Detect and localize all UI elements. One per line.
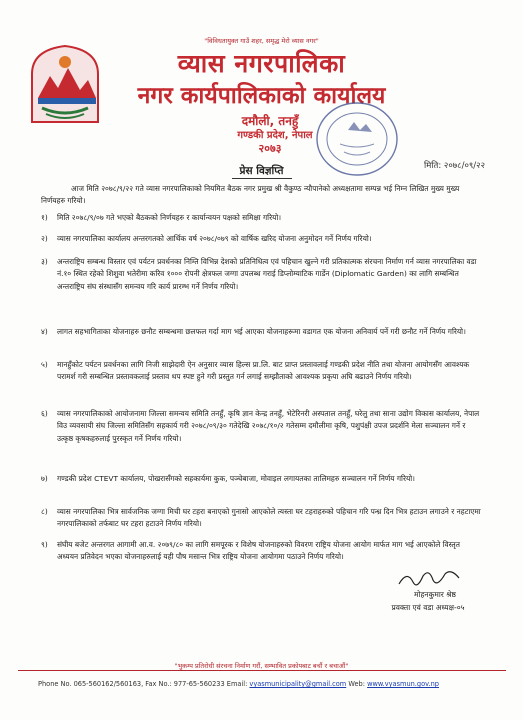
- handwritten-signature: [395, 566, 465, 592]
- decision-text: व्यास नगरपालिका कार्यालय अन्तरगतको आर्थिक वर्ष २०७८/०७९ को वार्षिक खरिद योजना अनुमोदन गर्ने निर्णय गरियो।: [57, 234, 372, 243]
- decision-item: [41, 539, 481, 564]
- decision-number: ४): [41, 327, 48, 336]
- decision-number: ६): [41, 409, 48, 418]
- header-motto: "विविधतायुक्त गाउँ शहर, समृद्ध मेरो व्यास नगर": [204, 37, 319, 45]
- decision-text: संघीय बजेट अन्तरगत आगामी आ.व. २०७९/८० का लागि समपूरक र विशेष योजनाहरुको विवरण राष्ट्रिय योजना आयोग मार्फत माग भई आएकोले विस्तृत अध्ययन प्रतिवेदन भएका योजनाहरुलाई यही पौष मसान्त भित्र राष्ट्रिय योजना आयोगमा पठाउने निर्णय गरियो।: [57, 540, 460, 562]
- decision-text: गण्डकी प्रदेश CTEVT कार्यालय, पोखरासँगको सहकार्यमा कुक, पञ्चेबाजा, मोवाइल लगायतका तालिमहरु सञ्चालन गर्ने निर्णय गरियो।: [57, 474, 415, 483]
- footer-email-label: Email:: [226, 680, 248, 688]
- signatory-name: मोहनकुमार श्रेष्ठ: [414, 590, 456, 599]
- decision-number: २): [41, 234, 48, 243]
- decision-text: अन्तराष्ट्रिय सम्बन्ध विस्तार एवं पर्यटन प्रवर्धनका निम्ति विभिन्न देशको प्रतिनिधित्व एवं पहिचान खुल्ने गरी प्रतिकात्मक संरचना निर्माण गर्न व्यास नगरपालिका वडा नं.१० स्थित रहेको शिशुवा भतेरीमा करिव १००० रोपनी क्षेत्रफल जग्गा उपलब्ध गराई डिप्लोम्याटिक गार्डेन (Diplomatic Garden) का लागि सम्बन्धित अन्तराष्ट्रिय संघ संस्थासँग समन्वय गरि कार्य प्रारम्भ गर्ने निर्णय गरियो।: [57, 257, 477, 291]
- footer-web-link[interactable]: www.vyasmun.gov.np: [367, 680, 439, 688]
- footer-motto: "भुकम्प प्रतिरोधी संरचना निर्माण गरौं, सम्भावित प्रकोपबाट बचौं र बचाऔं": [174, 662, 349, 670]
- footer-web-label: Web:: [348, 680, 365, 688]
- decision-item: [41, 326, 481, 338]
- title-underline: [232, 178, 292, 179]
- office-subtitle: नगर कार्यपालिकाको कार्यालय: [137, 82, 386, 109]
- decision-item: [41, 473, 481, 485]
- decision-item: [41, 233, 481, 245]
- document-title: प्रेस विज्ञप्ति: [239, 165, 284, 177]
- decision-number: ५): [41, 360, 48, 369]
- intro-paragraph: आज मिति २०७८/९/२२ गते व्यास नगरपालिकाको नियमित बैठक नगर प्रमुख श्री वैकुण्ठ न्यौपानेको अध्यक्षतामा सम्पन्न भई निम्न लिखित मुख्य मुख्य निर्णयहरु गरियो।: [41, 184, 460, 205]
- decision-item: [41, 359, 481, 384]
- decision-item: [41, 506, 481, 531]
- decision-text: मानहुँकोट पर्यटन प्रवर्धनका लागि निजी साझेदारी ऐन अनुसार व्यास हिल्स प्रा.लि. बाट प्राप्त प्रस्तावलाई गण्डकी प्रदेश नीति तथा योजना आयोगसँग आवश्यक परामर्श गरी सम्बन्धित प्रस्तावकलाई प्रस्ताव थप स्पष्ट हुने गरी प्रस्तुत गर्न लगाई सम्झौताको आवश्यक प्रकृया अघि बढाउने निर्णय गरियो।: [57, 360, 470, 382]
- signatory-post: प्रवक्ता एवं वडा अध्यक्ष-०५: [391, 603, 465, 612]
- footer-divider: [18, 670, 506, 671]
- decision-text: व्यास नगरपालिका भित्र सार्वजनिक जग्गा मिची घर टहरा बनाएको गुनासो आएकोले त्यस्ता घर टहराहरुको पहिचान गरि पन्ध्र दिन भित्र हटाउन लगाउने र नहटाएमा नगरपालिकाको तर्फबाट घर टहरा हटाउने निर्णय गरियो।: [57, 507, 481, 529]
- office-location: दमौली, तनहुँ: [241, 114, 299, 128]
- decision-item: [41, 212, 481, 224]
- footer-email-link[interactable]: vyasmunicipality@gmail.com: [249, 680, 347, 688]
- footer-phone-fax: Phone No. 065-560162/560163, Fax No.: 977-65-560233: [38, 680, 225, 688]
- decision-number: ३): [41, 257, 48, 266]
- office-province: गण्डकी प्रदेश, नेपाल: [237, 130, 313, 141]
- decision-number: ७): [41, 474, 48, 483]
- document-date: मिति: २०७८/०९/२२: [424, 161, 485, 171]
- decision-number: ९): [41, 540, 48, 549]
- decision-number: १): [41, 213, 48, 222]
- office-name: व्यास नगरपालिका: [177, 49, 346, 78]
- established-year: २०७३: [258, 142, 282, 155]
- decision-text: मिति २०७८/९/०७ गते भएको बैठकको निर्णयहरु र कार्यान्वयन पक्षको समिक्षा गरियो।: [57, 213, 282, 222]
- decision-number: ८): [41, 507, 48, 516]
- decision-item: [41, 408, 481, 445]
- decision-item: [41, 256, 481, 293]
- decision-text: व्यास नगरपालिकाको आयोजनामा जिल्ला समन्वय समिति तनहुँ, कृषि ज्ञान केन्द्र तनहुँ, भेटेरिनरी अस्पताल तनहुँ, घरेलु तथा साना उद्योग विकास कार्यालय, नेपाल विउ व्यवसायी संघ जिल्ला समितिसँग सहकार्य गरी २०७८/०९/३० गतेदेखि २०७८/१०/२ गतेसम्म दमौलीमा कृषि, पशुपंक्षी उपज प्रदर्शनि मेला सञ्चालन गर्ने र उत्कृष्ठ कृषकहरुलाई पुरस्कृत गर्ने निर्णय गरियो।: [57, 409, 480, 443]
- decision-text: लागत सहभागिताका योजनाहरु छनौट सम्बन्धमा छलफल गर्दा माग भई आएका योजनाहरूमा वडागत एक योजना अनिवार्य पर्ने गरी छनौट गर्ने निर्णय गरियो।: [57, 327, 466, 336]
- footer-contact: [38, 680, 508, 688]
